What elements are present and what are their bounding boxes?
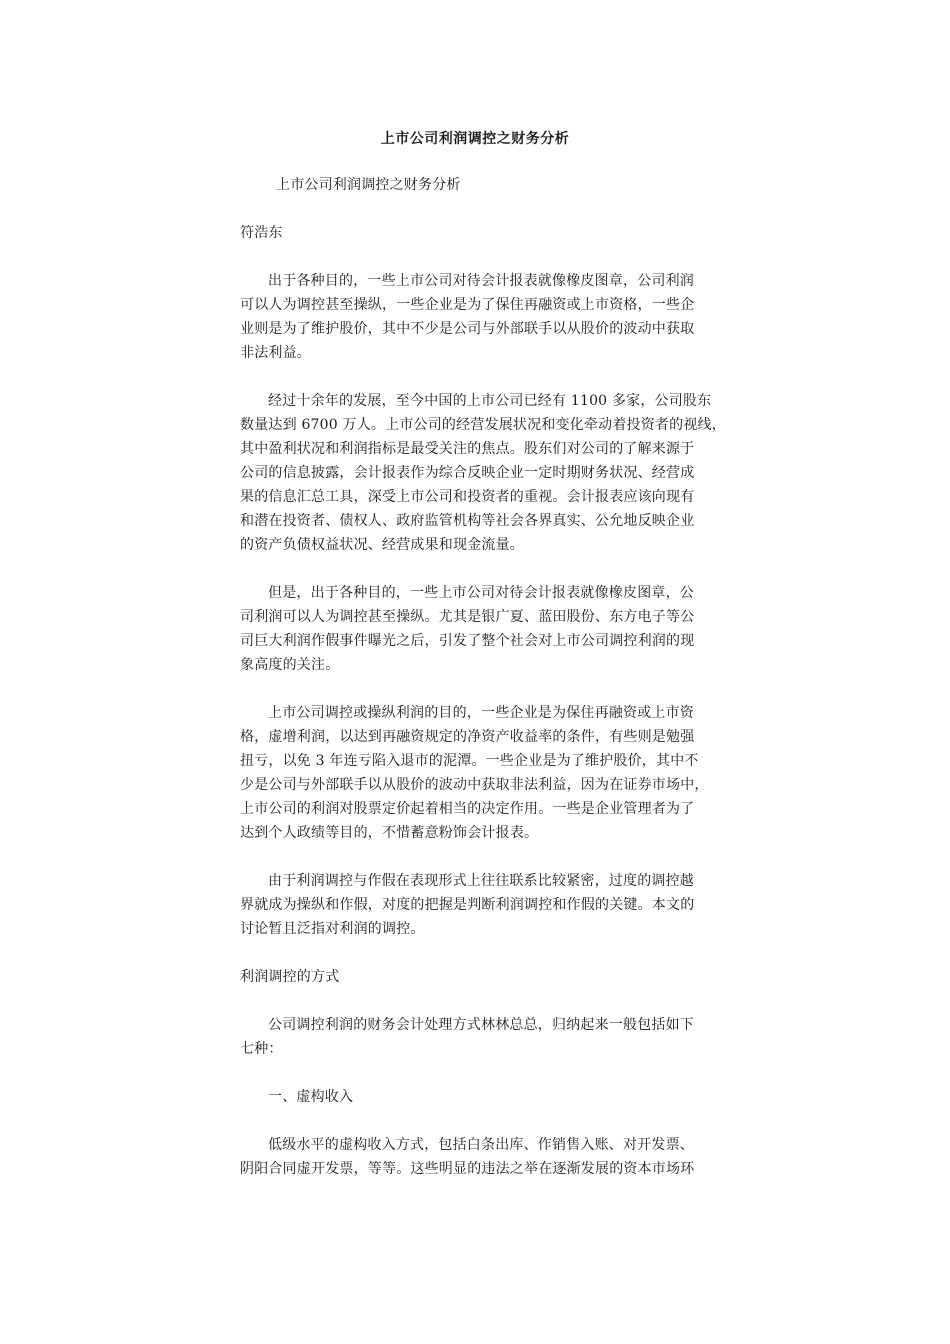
paragraph-6-line-2: 七种： (240, 1041, 283, 1057)
paragraph-2-line-5: 果的信息汇总工具，深受上市公司和投资者的重视。会计报表应该向现有 (240, 489, 695, 505)
author-name: 符浩东 (240, 225, 283, 241)
paragraph-2-line-2: 数量达到 6700 万人。上市公司的经营发展状况和变化牵动着投资者的视线， (240, 417, 726, 433)
paragraph-2-line-4: 公司的信息披露，会计报表作为综合反映企业一定时期财务状况、经营成 (240, 465, 695, 481)
paragraph-5-line-1: 由于利润调控与作假在表现形式上往往联系比较紧密，过度的调控越 (268, 873, 694, 889)
paragraph-2-line-7: 的资产负债权益状况、经营成果和现金流量。 (240, 537, 524, 553)
paragraph-1-line-4: 非法利益。 (240, 345, 311, 361)
paragraph-3-line-2: 司利润可以人为调控甚至操纵。尤其是银广夏、蓝田股份、东方电子等公 (240, 609, 695, 625)
paragraph-4-line-2: 格，虚增利润，以达到再融资规定的净资产收益率的条件，有些则是勉强 (240, 729, 695, 745)
paragraph-4-line-5: 上市公司的利润对股票定价起着相当的决定作用。一些是企业管理者为了 (240, 801, 695, 817)
paragraph-7-line-1: 低级水平的虚构收入方式，包括白条出库、作销售入账、对开发票、 (268, 1137, 694, 1153)
subheading-1: 一、虚构收入 (268, 1089, 354, 1105)
section-heading: 利润调控的方式 (240, 969, 340, 985)
paragraph-2-line-1: 经过十余年的发展，至今中国的上市公司已经有 1100 多家，公司股东 (268, 393, 712, 409)
paragraph-5-line-3: 讨论暂且泛指对利润的调控。 (240, 921, 425, 937)
paragraph-6-line-1: 公司调控利润的财务会计处理方式林林总总，归纳起来一般包括如下 (268, 1017, 694, 1033)
paragraph-7-line-2: 阴阳合同虚开发票，等等。这些明显的违法之举在逐渐发展的资本市场环 (240, 1161, 695, 1177)
document-subtitle: 上市公司利润调控之财务分析 (276, 177, 461, 193)
paragraph-3-line-1: 但是，出于各种目的，一些上市公司对待会计报表就像橡皮图章，公 (268, 585, 694, 601)
paragraph-3-line-3: 司巨大利润作假事件曝光之后，引发了整个社会对上市公司调控利润的现 (240, 633, 695, 649)
paragraph-2-line-3: 其中盈利状况和利润指标是最受关注的焦点。股东们对公司的了解来源于 (240, 441, 695, 457)
paragraph-1-line-1: 出于各种目的，一些上市公司对待会计报表就像橡皮图章，公司利润 (268, 273, 694, 289)
paragraph-4-line-1: 上市公司调控或操纵利润的目的，一些企业是为保住再融资或上市资 (268, 705, 694, 721)
paragraph-5-line-2: 界就成为操纵和作假，对度的把握是判断利润调控和作假的关键。本文的 (240, 897, 695, 913)
paragraph-4-line-4: 少是公司与外部联手以从股价的波动中获取非法利益，因为在证券市场中， (240, 777, 709, 793)
paragraph-4-line-3: 扭亏，以免 3 年连亏陷入退市的泥潭。一些企业是为了维护股价，其中不 (240, 753, 699, 769)
paragraph-1-line-3: 业则是为了维护股价，其中不少是公司与外部联手以从股价的波动中获取 (240, 321, 695, 337)
paragraph-3-line-4: 象高度的关注。 (240, 657, 340, 673)
paragraph-2-line-6: 和潜在投资者、债权人、政府监管机构等社会各界真实、公允地反映企业 (240, 513, 695, 529)
document-title: 上市公司利润调控之财务分析 (380, 131, 570, 147)
paragraph-1-line-2: 可以人为调控甚至操纵，一些企业是为了保住再融资或上市资格，一些企 (240, 297, 695, 313)
paragraph-4-line-6: 达到个人政绩等目的，不惜蓄意粉饰会计报表。 (240, 825, 539, 841)
